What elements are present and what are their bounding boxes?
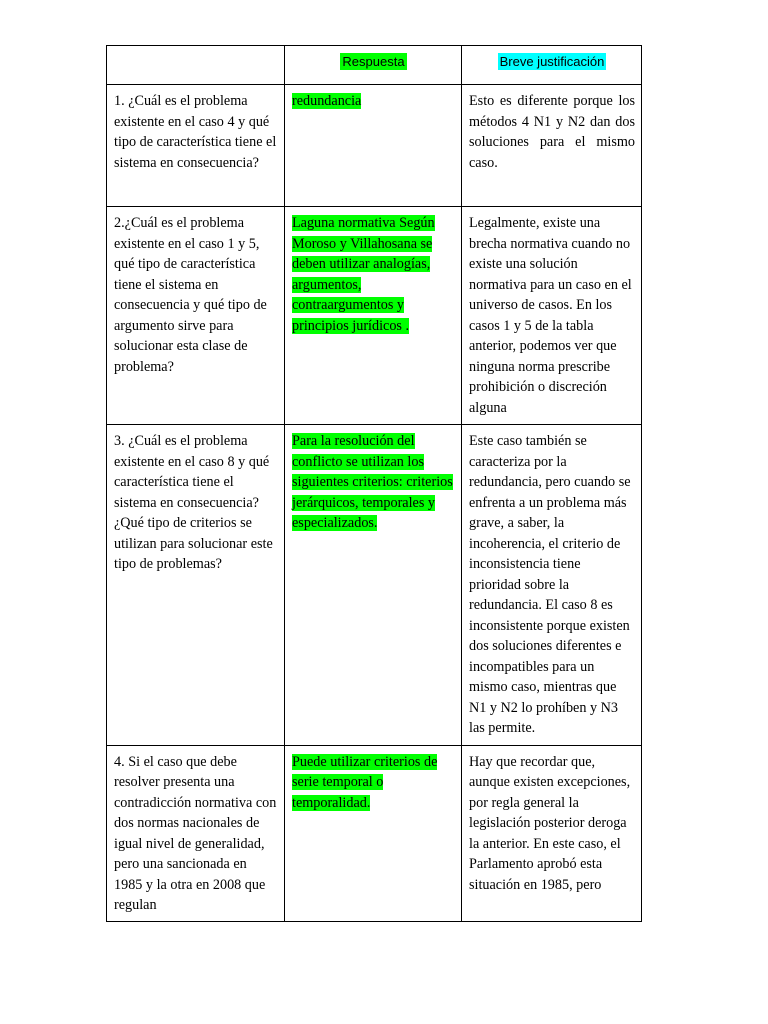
- table-row: [107, 425, 642, 746]
- header-cell-respuesta: [285, 46, 462, 85]
- justification-cell: [462, 207, 642, 425]
- table-row: [107, 207, 642, 425]
- header-cell-empty: [107, 46, 285, 85]
- question-text: 4. Si el caso que debe resolver presenta una contradicción normativa con dos normas nacionales de igual nivel de generalidad, pero una sancionada en 1985 y la otra en 2008 que regulan: [114, 753, 277, 913]
- header-cell-justificacion: [462, 46, 642, 85]
- answer-cell: [285, 745, 462, 921]
- question-cell: [107, 745, 285, 921]
- question-text: 2.¿Cuál es el problema existente en el caso 1 y 5, qué tipo de característica tiene el sistema en consecuencia y qué tipo de argumento sirve para solucionar esta clase de problema?: [114, 215, 267, 375]
- justification-text: Este caso también se caracteriza por la redundancia, pero cuando se enfrenta a un problema más grave, a saber, la incoherencia, el criterio de inconsistencia tiene prioridad sobre la redundancia. El caso 8 es inconsistente porque existen dos soluciones diferentes e incompatibles para un mismo caso, mientras que N1 y N2 lo prohíben y N3 las permite.: [469, 433, 631, 736]
- question-text: 3. ¿Cuál es el problema existente en el caso 8 y qué característica tiene el sistema en consecuencia? ¿Qué tipo de criterios se utilizan para solucionar este tipo de problemas?: [114, 433, 273, 572]
- justification-text: Legalmente, existe una brecha normativa cuando no existe una solución normativa para un caso en el universo de casos. En los casos 1 y 5 de la tabla anterior, podemos ver que ninguna norma prescribe prohibición o discreción alguna: [469, 215, 632, 416]
- justification-cell: [462, 425, 642, 746]
- justification-text: Hay que recordar que, aunque existen excepciones, por regla general la legislación posterior deroga la anterior. En este caso, el Parlamento aprobó esta situación en 1985, pero: [469, 753, 631, 893]
- header-respuesta: Respuesta: [342, 54, 405, 69]
- justification-cell: [462, 745, 642, 921]
- question-text: 1. ¿Cuál es el problema existente en el caso 4 y qué tipo de característica tiene el sistema en consecuencia?: [114, 93, 277, 171]
- answer-text: Puede utilizar criterios de serie temporal o temporalidad.: [292, 753, 438, 811]
- answer-text: Para la resolución del conflicto se utilizan los siguientes criterios: criterios jerárquicos, temporales y especializados.: [292, 433, 453, 531]
- question-cell: [107, 85, 285, 207]
- justification-text: Esto es diferente porque los métodos 4 N1 y N2 dan dos soluciones para el mismo caso.: [469, 93, 635, 171]
- table-row: [107, 85, 642, 207]
- justification-cell: [462, 85, 642, 207]
- answer-text: redundancia: [292, 93, 362, 109]
- table-header-row: [107, 46, 642, 85]
- answer-text: Laguna normativa Según Moroso y Villahosana se deben utilizar analogías, argumentos, contraargumentos y principios jurídicos .: [292, 215, 435, 334]
- question-cell: [107, 425, 285, 746]
- answer-cell: [285, 425, 462, 746]
- table-row: [107, 745, 642, 921]
- questions-table: [106, 45, 642, 922]
- answer-cell: [285, 207, 462, 425]
- header-breve-justificacion: Breve justificación: [499, 54, 605, 69]
- question-cell: [107, 207, 285, 425]
- answer-cell: [285, 85, 462, 207]
